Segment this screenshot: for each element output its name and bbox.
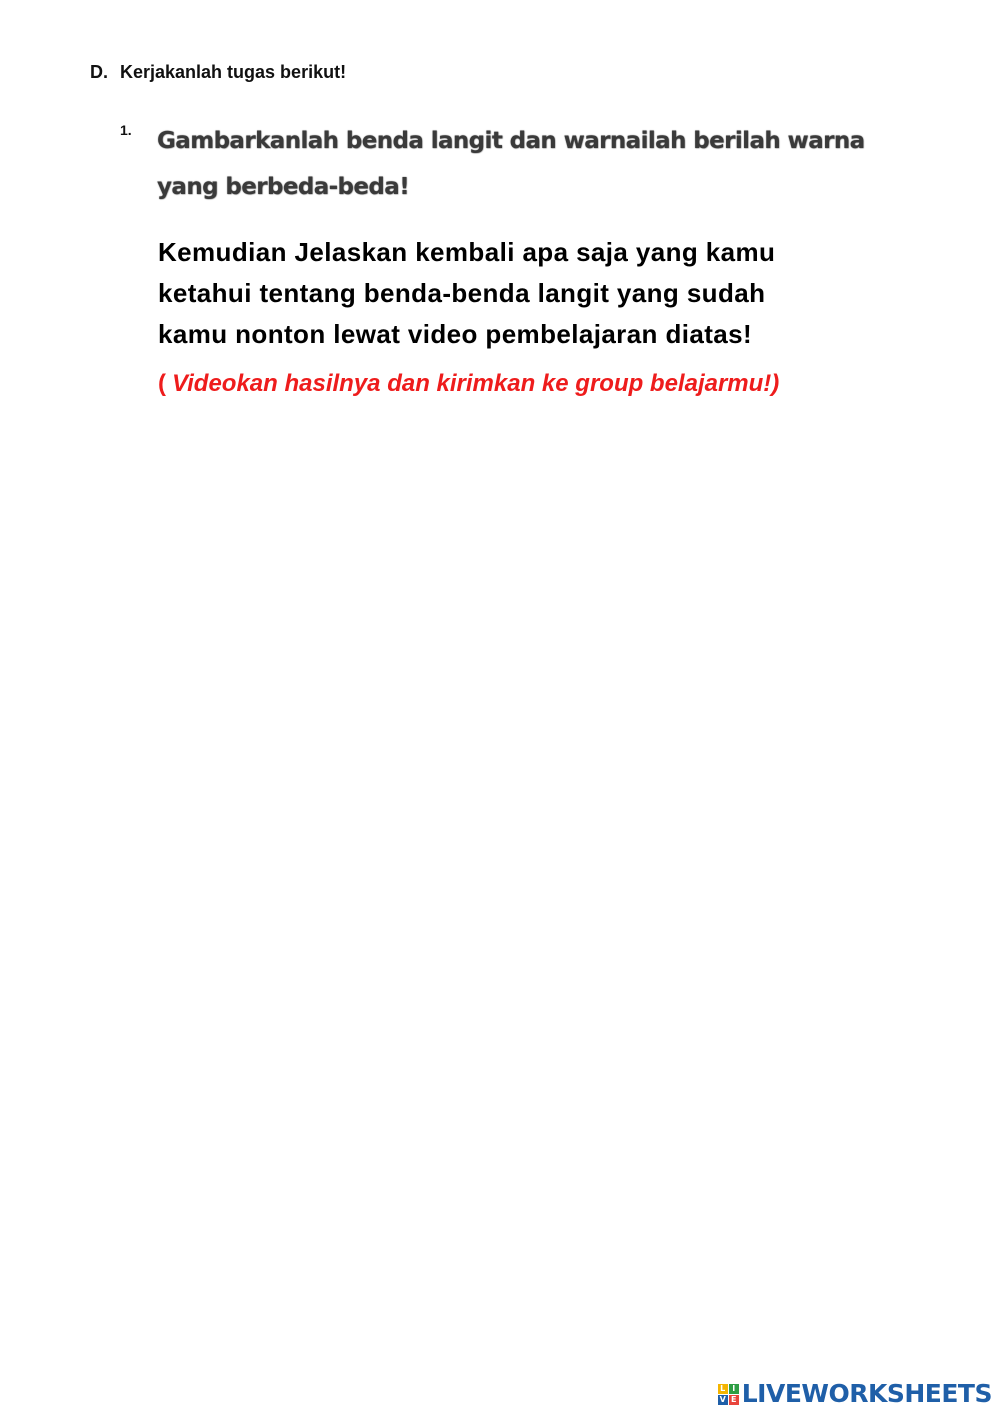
logo-tile-i: I [729, 1384, 739, 1394]
logo-tile-v: V [719, 1394, 726, 1404]
submission-note [158, 366, 918, 402]
submission-note-paren: ( [158, 370, 166, 397]
submission-note-text: Videokan hasilnya dan kirimkan ke group belajarmu!) [172, 370, 780, 397]
explanation-task-line-2: ketahui tentang benda-benda langit yang sudah [158, 278, 766, 308]
explanation-task-line-1: Kemudian Jelaskan kembali apa saja yang kamu [158, 237, 776, 267]
drawing-instruction-line-2: yang berbeda-beda! [157, 174, 410, 200]
drawing-instruction-line-1: Gambarkanlah benda langit dan warnailah berilah warna [157, 128, 865, 154]
section-heading-text: Kerjakanlah tugas berikut! [120, 62, 347, 82]
logo-tile-l: L [718, 1384, 728, 1394]
liveworksheets-wordmark: LIVEWORKSHEETS [741, 1379, 992, 1408]
explanation-task-line-3: kamu nonton lewat video pembelajaran diatas! [158, 319, 753, 349]
item-number: 1. [120, 122, 132, 138]
section-heading [90, 62, 346, 83]
explanation-task [158, 232, 898, 355]
drawing-instruction [157, 118, 897, 210]
liveworksheets-logo-icon [718, 1384, 739, 1405]
section-letter: D. [90, 62, 108, 82]
logo-tile-e: E [729, 1395, 739, 1405]
liveworksheets-watermark [718, 1379, 992, 1409]
